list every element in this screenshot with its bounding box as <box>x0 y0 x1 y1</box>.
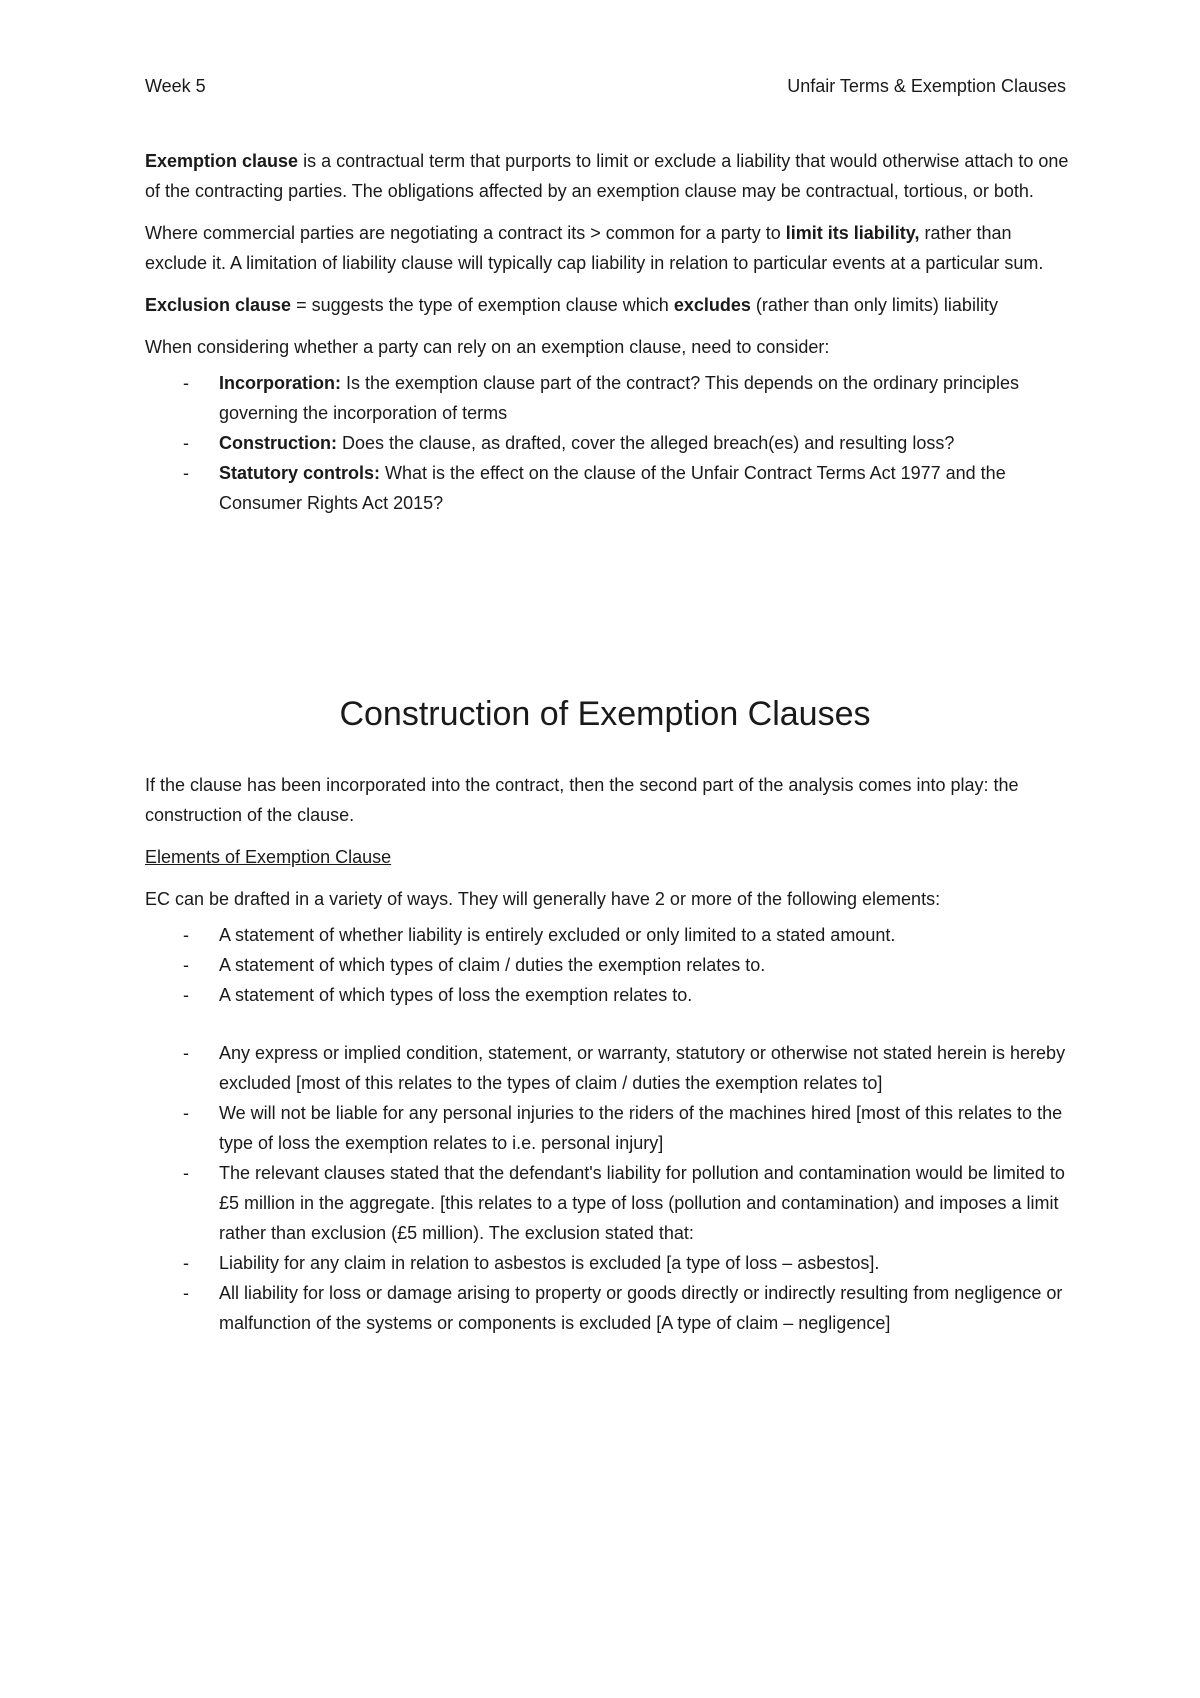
term-exclusion-clause: Exclusion clause <box>145 295 292 315</box>
emphasis-limit-liability: limit its liability, <box>785 223 920 243</box>
paragraph-construction-intro: If the clause has been incorporated into the contract, then the second part of the analysis comes into play: the construction of the clause. <box>145 775 1019 825</box>
examples-list <box>145 1038 1070 1338</box>
construction-section <box>145 692 1070 736</box>
paragraph-text: is a contractual term that purports to limit or exclude a liability that would otherwise attach to one of the contracting parties. The obligations affected by an exemption clause may be contractual, tortious, or both. <box>145 151 1069 201</box>
item-text: Is the exemption clause part of the contract? This depends on the ordinary principles governing the incorporation of terms <box>219 373 1020 423</box>
list-item <box>145 368 1070 428</box>
term-exemption-clause: Exemption clause <box>145 151 299 171</box>
paragraph-elements-intro: EC can be drafted in a variety of ways. They will generally have 2 or more of the following elements: <box>145 889 941 909</box>
intro-section <box>145 146 1070 518</box>
paragraph-exclusion-definition <box>145 290 1070 320</box>
list-item: - A statement of which types of claim / duties the exemption relates to. <box>145 950 1070 980</box>
list-item: - We will not be liable for any personal injuries to the riders of the machines hired [most of this relates to the type of loss the exemption relates to i.e. personal injury] <box>145 1098 1070 1158</box>
paragraph-text: = suggests the type of exemption clause which <box>291 295 674 315</box>
construction-body <box>145 770 1070 1338</box>
list-item: - A statement of which types of loss the exemption relates to. <box>145 980 1070 1010</box>
header-week: Week 5 <box>145 76 206 96</box>
list-item: - The relevant clauses stated that the defendant's liability for pollution and contamination would be limited to £5 million in the aggregate. [this relates to a type of loss (pollution and contamination) and imposes a limit rather than exclusion (£5 million). The exclusion stated that: <box>145 1158 1070 1248</box>
item-label: Construction: <box>219 433 337 453</box>
elements-list <box>145 920 1070 1010</box>
paragraph-text: rather than exclude it. A limitation of liability clause will typically cap liability in relation to particular events at a particular sum. <box>145 223 1044 273</box>
considerations-list <box>145 368 1070 518</box>
item-text: Does the clause, as drafted, cover the alleged breach(es) and resulting loss? <box>336 433 955 453</box>
paragraph-considerations-intro: When considering whether a party can rely on an exemption clause, need to consider: <box>145 337 830 357</box>
paragraph-text: (rather than only limits) liability <box>750 295 998 315</box>
paragraph-exemption-definition <box>145 146 1070 206</box>
header-topic: Unfair Terms & Exemption Clauses <box>787 76 1066 96</box>
list-item: - Liability for any claim in relation to asbestos is excluded [a type of loss – asbestos]. <box>145 1248 1070 1278</box>
emphasis-excludes: excludes <box>673 295 751 315</box>
paragraph-limitation <box>145 218 1070 278</box>
list-item: - All liability for loss or damage arising to property or goods directly or indirectly resulting from negligence or malfunction of the systems or components is excluded [A type of claim – negligence] <box>145 1278 1070 1338</box>
section-title: Construction of Exemption Clauses <box>339 695 871 733</box>
item-text: What is the effect on the clause of the Unfair Contract Terms Act 1977 and the Consumer Rights Act 2015? <box>219 463 1006 513</box>
item-label: Incorporation: <box>219 373 341 393</box>
list-item <box>145 458 1070 518</box>
list-item <box>145 428 1070 458</box>
item-label: Statutory controls: <box>219 463 381 483</box>
list-item: - A statement of whether liability is entirely excluded or only limited to a stated amount. <box>145 920 1070 950</box>
list-item: - Any express or implied condition, statement, or warranty, statutory or otherwise not stated herein is hereby excluded [most of this relates to the types of claim / duties the exemption relates to] <box>145 1038 1070 1098</box>
paragraph-text: Where commercial parties are negotiating a contract its > common for a party to <box>145 223 786 243</box>
subheading-elements: Elements of Exemption Clause <box>145 847 392 867</box>
